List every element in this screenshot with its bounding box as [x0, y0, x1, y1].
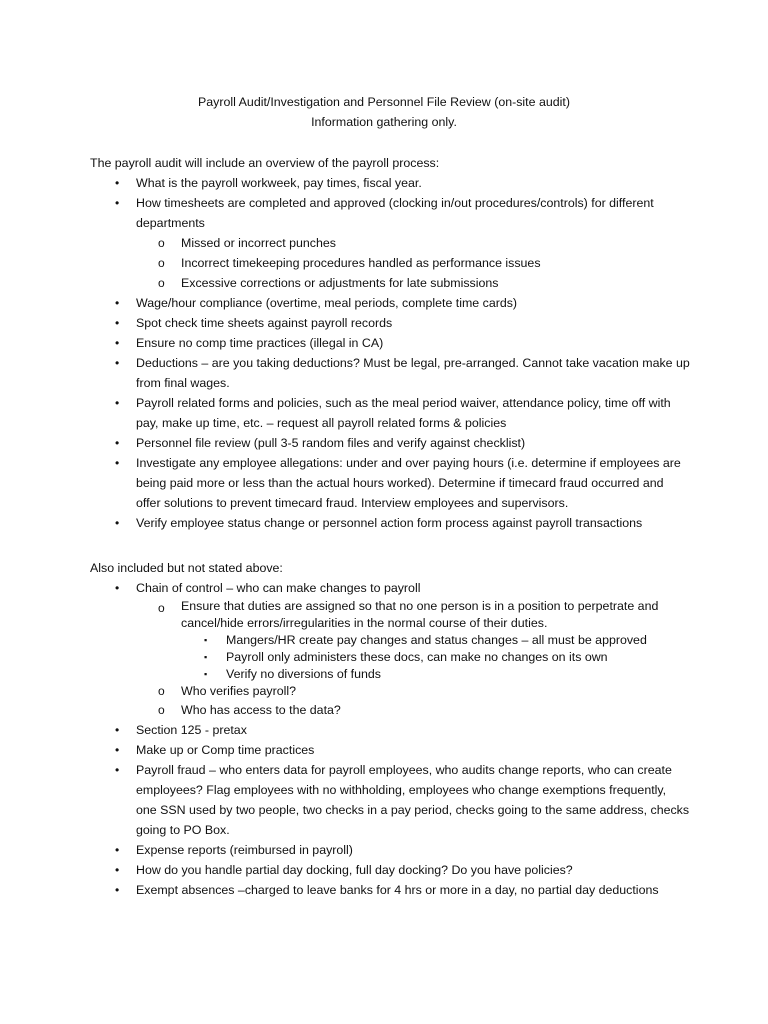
list-item: • Chain of control – who can make changes to payroll [90, 578, 690, 598]
bullet-icon: • [115, 743, 120, 757]
bullet-icon: • [115, 196, 120, 210]
bullet-icon: • [115, 723, 120, 737]
bullet-icon: • [115, 356, 120, 370]
list-item: • Section 125 - pretax [90, 720, 690, 740]
bullet-icon: • [115, 296, 120, 310]
bullet-icon: • [115, 396, 120, 410]
circle-bullet-icon: o [158, 601, 165, 615]
section-intro: Also included but not stated above: [90, 561, 283, 575]
section-intro: The payroll audit will include an overview of the payroll process: [90, 156, 440, 170]
square-bullet-icon: ▪ [204, 652, 208, 662]
list-item: • Investigate any employee allegations: under and over paying hours (i.e. determine if employees are being paid more or less than the actual hours worked). Determine if timecard fraud occurred and offer solutions to prevent timecard fraud. Interview employees and supervisors. [90, 453, 690, 513]
additional-section [90, 558, 690, 900]
list-item: • Exempt absences –charged to leave banks for 4 hrs or more in a day, no partial day deductions [90, 880, 690, 900]
title-line-2: Information gathering only. [311, 115, 457, 129]
bullet-icon: • [115, 581, 120, 595]
bullet-icon: • [115, 176, 120, 190]
list-item: • Payroll fraud – who enters data for payroll employees, who audits change reports, who can create employees? Flag employees with no withholding, employees who change exemptions frequently, one SSN used by two people, two checks in a pay period, checks going to the same address, checks going to PO Box. [90, 760, 690, 840]
bullet-icon: • [115, 456, 120, 470]
sub-list-item: o Missed or incorrect punches [90, 233, 690, 253]
audit-list [90, 173, 690, 533]
list-item: • Personnel file review (pull 3-5 random files and verify against checklist) [90, 433, 690, 453]
list-item: • What is the payroll workweek, pay times, fiscal year. [90, 173, 690, 193]
list-item: • Ensure no comp time practices (illegal in CA) [90, 333, 690, 353]
circle-bullet-icon: o [158, 276, 165, 290]
list-item: • Expense reports (reimbursed in payroll) [90, 840, 690, 860]
square-bullet-icon: ▪ [204, 669, 208, 679]
circle-bullet-icon: o [158, 236, 165, 250]
title-line-1: Payroll Audit/Investigation and Personnel File Review (on-site audit) [198, 95, 570, 109]
list-item: • Deductions – are you taking deductions? Must be legal, pre-arranged. Cannot take vacation make up from final wages. [90, 353, 690, 393]
sub-list-item: o Excessive corrections or adjustments for late submissions [90, 273, 690, 293]
list-item: • Verify employee status change or personnel action form process against payroll transactions [90, 513, 690, 533]
payroll-audit-section [90, 153, 690, 533]
sub-sub-list-item: ▪ Mangers/HR create pay changes and status changes – all must be approved [204, 633, 647, 647]
bullet-icon: • [115, 843, 120, 857]
list-item: • How do you handle partial day docking, full day docking? Do you have policies? [90, 860, 690, 880]
list-item: • How timesheets are completed and approved (clocking in/out procedures/controls) for different departments [90, 193, 690, 233]
list-item: • Make up or Comp time practices [90, 740, 690, 760]
circle-bullet-icon: o [158, 684, 165, 698]
square-bullet-icon: ▪ [204, 635, 208, 645]
document-title [0, 92, 768, 132]
list-item: • Wage/hour compliance (overtime, meal periods, complete time cards) [90, 293, 690, 313]
bullet-icon: • [115, 863, 120, 877]
bullet-icon: • [115, 883, 120, 897]
additional-list [90, 578, 690, 900]
bullet-icon: • [115, 436, 120, 450]
circle-bullet-icon: o [158, 256, 165, 270]
sub-sub-list-item: ▪ Payroll only administers these docs, can make no changes on its own [204, 650, 608, 664]
circle-bullet-icon: o [158, 703, 165, 717]
sub-list-item: o Who has access to the data? [90, 700, 690, 720]
list-item: • Spot check time sheets against payroll records [90, 313, 690, 333]
sub-sub-list-item: ▪ Verify no diversions of funds [204, 667, 381, 681]
bullet-icon: • [115, 763, 120, 777]
sub-list-item: o Who verifies payroll? [158, 684, 297, 698]
bullet-icon: • [115, 316, 120, 330]
bullet-icon: • [115, 336, 120, 350]
sub-list-item: o Ensure that duties are assigned so that no one person is in a position to perpetrate and cancel/hide errors/irregularities in the normal course of their duties. [158, 599, 659, 630]
sub-list-item: o Incorrect timekeeping procedures handled as performance issues [90, 253, 690, 273]
bullet-icon: • [115, 516, 120, 530]
list-item: • Payroll related forms and policies, such as the meal period waiver, attendance policy, time off with pay, make up time, etc. – request all payroll related forms & policies [90, 393, 690, 433]
